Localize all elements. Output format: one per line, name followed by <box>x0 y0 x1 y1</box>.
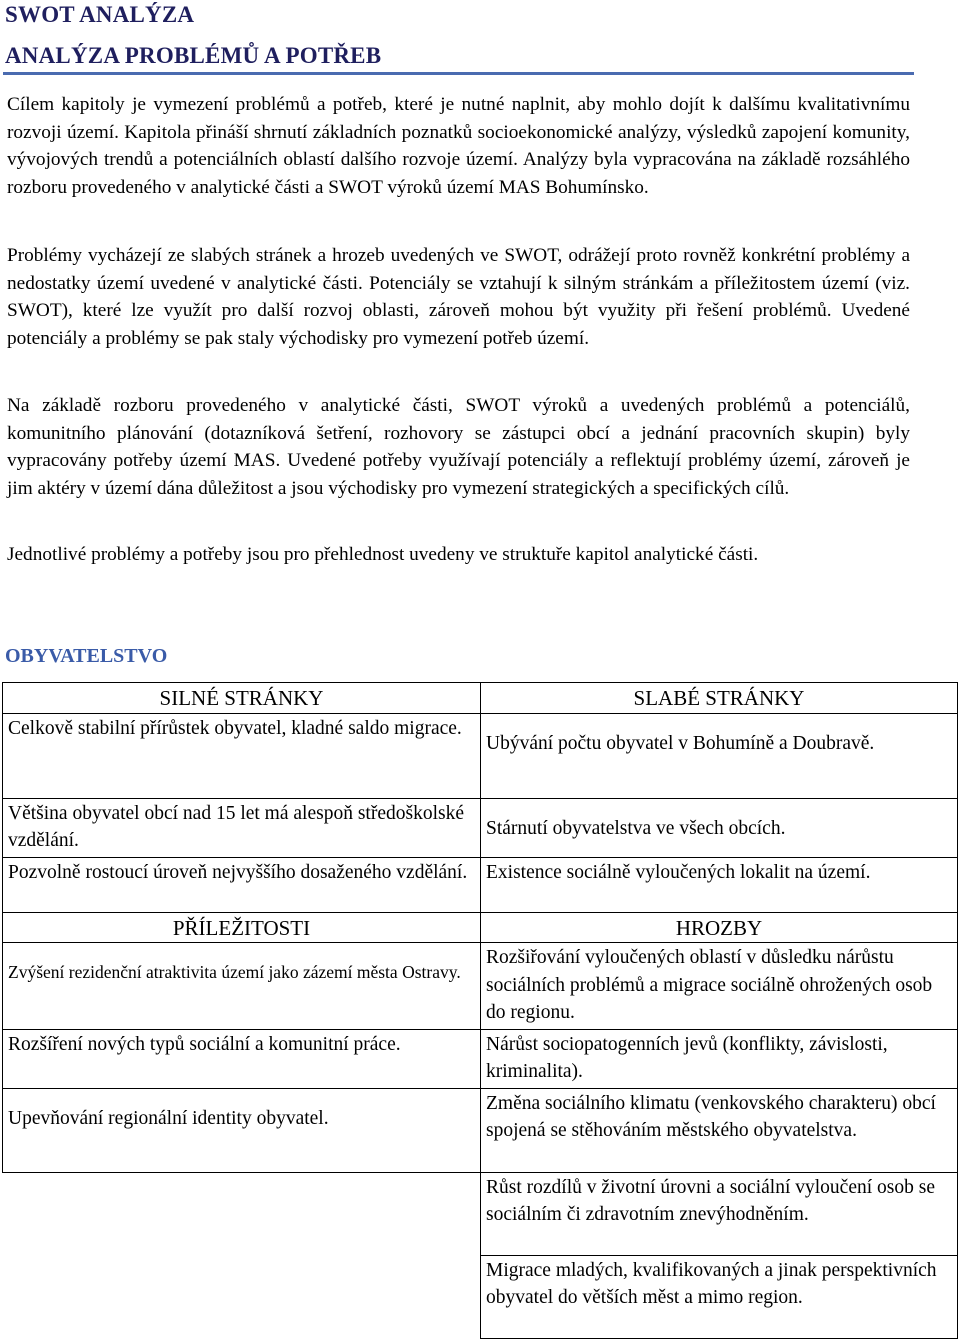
section-title: OBYVATELSTVO <box>5 645 168 667</box>
weaknesses-header: SLABÉ STRÁNKY <box>481 683 958 714</box>
paragraph-structure: Jednotlivé problémy a potřeby jsou pro přehlednost uvedeny ve struktuře kapitol analytické části. <box>7 544 759 565</box>
threat-item: Migrace mladých, kvalifikovaných a jinak perspektivních obyvatel do větších měst a mimo region. <box>481 1255 958 1338</box>
strength-item: Většina obyvatel obcí nad 15 let má alespoň středoškolské vzdělání. <box>3 798 481 857</box>
title-divider <box>3 72 914 75</box>
swot-row <box>3 857 958 912</box>
weakness-item: Existence sociálně vyloučených lokalit na území. <box>481 857 958 912</box>
paragraph-problems: Problémy vycházejí ze slabých stránek a hrozeb uvedených ve SWOT, odrážejí proto rovněž konkrétní problémy a nedostatky území uvedené v analytické části. Potenciály se vztahují k silným stránkám a příležitostem území (viz. SWOT), které lze využít pro další rozvoj oblasti, zároveň mohou být využity při řešení problémů. Uvedené potenciály a problémy se pak staly východisky pro vymezení potřeb území. <box>7 245 910 349</box>
weakness-item: Ubývání počtu obyvatel v Bohumíně a Doubravě. <box>481 713 958 798</box>
strength-item: Celkově stabilní přírůstek obyvatel, kladné saldo migrace. <box>3 713 481 798</box>
opportunity-item: Upevňování regionální identity obyvatel. <box>3 1088 481 1172</box>
threat-item: Rozšiřování vyloučených oblastí v důsledku nárůstu sociálních problémů a migrace sociálně ohrožených osob do regionu. <box>481 943 958 1030</box>
page-title: SWOT ANALÝZA <box>5 2 195 27</box>
strength-item: Pozvolně rostoucí úroveň nejvyššího dosaženého vzdělání. <box>3 857 481 912</box>
paragraph-intro: Cílem kapitoly je vymezení problémů a potřeb, které je nutné naplnit, aby mohlo dojít k dalšímu kvalitativnímu rozvoji území. Kapitola přináší shrnutí základních poznatků socioekonomické analýzy, výsledků zapojení komunity, vývojových trendů a potenciálních oblastí dalšího rozvoje území. Analýzy byla vypracována na základě rozsáhlého rozboru provedeného v analytické části a SWOT výroků území MAS Bohumínsko. <box>7 94 910 198</box>
opportunity-item: Rozšíření nových typů sociální a komunitní práce. <box>3 1029 481 1088</box>
empty-cell <box>3 1172 481 1255</box>
swot-header-row <box>3 912 958 943</box>
opportunity-item: Zvýšení rezidenční atraktivita území jako zázemí města Ostravy. <box>3 943 481 1030</box>
swot-header-row <box>3 683 958 714</box>
swot-table <box>2 682 958 1339</box>
chapter-title: ANALÝZA PROBLÉMŮ A POTŘEB <box>5 43 382 68</box>
opportunities-header: PŘÍLEŽITOSTI <box>3 912 481 943</box>
weakness-item: Stárnutí obyvatelstva ve všech obcích. <box>481 798 958 857</box>
swot-row <box>3 1088 958 1172</box>
strengths-header: SILNÉ STRÁNKY <box>3 683 481 714</box>
swot-row <box>3 1255 958 1338</box>
empty-cell <box>3 1255 481 1338</box>
threat-item: Nárůst sociopatogenních jevů (konflikty, závislosti, kriminalita). <box>481 1029 958 1088</box>
paragraph-needs: Na základě rozboru provedeného v analytické části, SWOT výroků a uvedených problémů a potenciálů, komunitního plánování (dotazníková šetření, rozhovory se zástupci obcí a jednání pracovních skupin) byly vypracovány potřeby území MAS. Uvedené potřeby využívají potenciály a reflektují problémy území, zároveň je jim aktéry v území dána důležitost a jsou východisky pro vymezení strategických a specifických cílů. <box>7 395 910 499</box>
swot-row <box>3 798 958 857</box>
swot-row <box>3 713 958 798</box>
swot-row <box>3 1029 958 1088</box>
threats-header: HROZBY <box>481 912 958 943</box>
swot-row <box>3 1172 958 1255</box>
swot-row <box>3 943 958 1030</box>
threat-item: Změna sociálního klimatu (venkovského charakteru) obcí spojená se stěhováním městského obyvatelstva. <box>481 1088 958 1172</box>
threat-item: Růst rozdílů v životní úrovni a sociální vyloučení osob se sociálním či zdravotním znevýhodněním. <box>481 1172 958 1255</box>
